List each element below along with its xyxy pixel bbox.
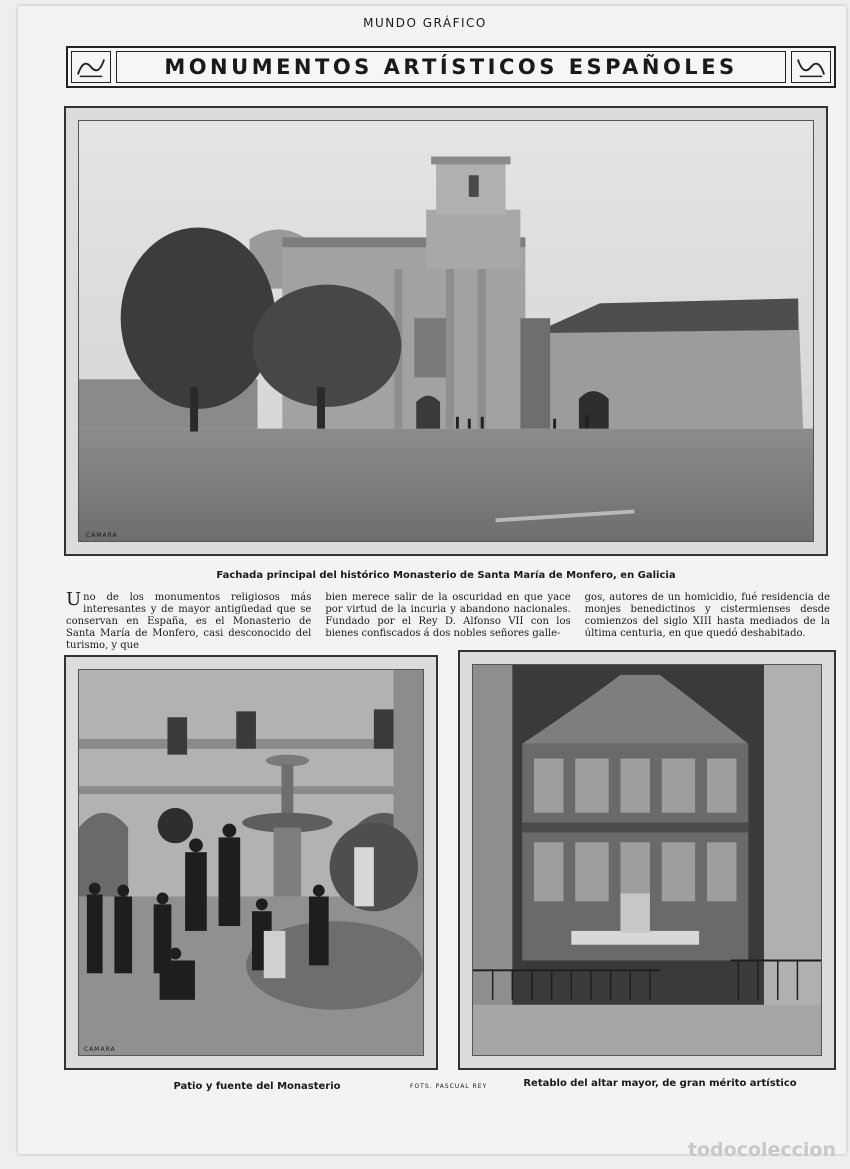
main-photo-caption: Fachada principal del histórico Monasterio de Santa María de Monfero, en Galicia: [216, 570, 676, 581]
article-text-2: bien merece salir de la oscuridad en que yace por virtud de la incuria y abandono nacionales. Fundado por el Rey D. Alfonso VII con los bienes confiscados á dos nobles señores galle-: [325, 592, 571, 639]
article-body: [66, 589, 830, 652]
retablo-photo-caption: Retablo del altar mayor, de gran mérito artístico: [523, 1078, 797, 1089]
ornament-right-icon: [791, 51, 831, 83]
article-column-3: [585, 592, 830, 652]
patio-photo-credit: CÁMARA: [84, 1046, 116, 1053]
masthead: MUNDO GRÁFICO: [363, 16, 487, 30]
altarpiece-photo: [472, 664, 822, 1056]
patio-photo-frame: [64, 655, 438, 1070]
title-banner: [66, 46, 836, 88]
patio-fountain-photo: [78, 669, 424, 1056]
article-column-2: [325, 592, 570, 652]
article-dropcap: U: [66, 589, 82, 610]
main-photo-frame: [64, 106, 828, 556]
ornament-left-icon: [71, 51, 111, 83]
page-title: MONUMENTOS ARTÍSTICOS ESPAÑOLES: [116, 51, 786, 83]
patio-photo-caption: Patio y fuente del Monasterio: [173, 1081, 341, 1092]
watermark: todocoleccion: [687, 1139, 836, 1161]
photographer-credit: FOTS. PASCUAL REY: [410, 1083, 488, 1090]
main-photo-credit: CÁMARA: [86, 532, 118, 539]
article-text-3: gos, autores de un homicidio, fué residencia de monjes benedictinos y cistermienses desde comienzos del siglo XIII hasta mediados de la última centuria, en que quedó deshabitado.: [584, 592, 830, 639]
article-column-1: [66, 589, 312, 652]
monastery-facade-photo: [78, 120, 814, 542]
retablo-photo-frame: [458, 650, 836, 1070]
article-text-1: no de los monumentos religiosos más interesantes y de mayor antigüedad que se conservan en España, es el Monasterio de Santa María de Monfero, casi desconocido del turismo, y que: [66, 592, 312, 651]
